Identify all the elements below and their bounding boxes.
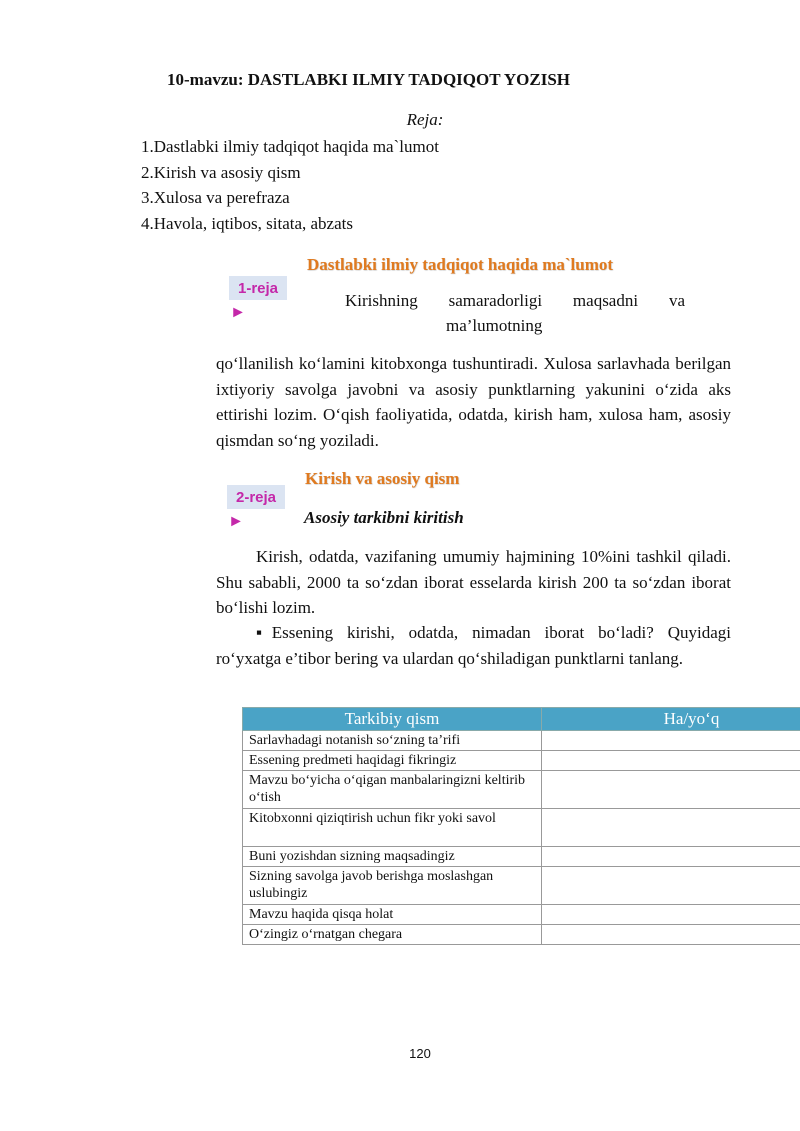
plan-heading: Reja: [406, 110, 444, 129]
table-header: Ha/yo‘q [542, 708, 800, 731]
plan-badge-1: 1-reja [229, 276, 287, 300]
answer-cell[interactable] [542, 751, 800, 771]
answer-cell[interactable] [542, 925, 800, 945]
answer-cell[interactable] [542, 867, 800, 905]
lead-word: maqsadni [572, 291, 639, 310]
table-row [243, 925, 800, 945]
table-cell: Sarlavhadagi notanish so‘zning ta’rifi [243, 731, 542, 751]
plan-list [141, 134, 439, 236]
table-row [243, 731, 800, 751]
section2-subheading: Asosiy tarkibni kiritish [304, 508, 464, 527]
table-cell: Mavzu bo‘yicha o‘qigan manbalaringizni keltirib o‘tish [243, 771, 542, 809]
lead-word: va [668, 291, 685, 310]
section2-heading: Kirish va asosiy qism [305, 469, 460, 488]
arrow-right-icon: ► [230, 304, 246, 321]
answer-cell[interactable] [542, 847, 800, 867]
table-row [243, 751, 800, 771]
table-header: Tarkibiy qism [243, 708, 542, 731]
table-cell: O‘zingiz o‘rnatgan chegara [243, 925, 542, 945]
answer-cell[interactable] [542, 771, 800, 809]
answer-cell[interactable] [542, 809, 800, 847]
section1-heading: Dastlabki ilmiy tadqiqot haqida ma`lumot [307, 255, 614, 274]
section1-paragraph: qo‘llanilish ko‘lamini kitobxonga tushuntiradi. Xulosa sarlavhada berilgan ixtiyoriy savolga javobni va asosiy punktlarning yakunini o‘zida aks ettirishi lozim. O‘qish faoliyatida, odatda, kirish ham, xulosa ham, asosiy qismdan so‘ng yoziladi. [216, 354, 731, 450]
plan-badge-2: 2-reja [227, 485, 285, 509]
table-cell: Sizning savolga javob berishga moslashgan uslubingiz [243, 867, 542, 905]
section1-lead-line2: ma’lumotning [446, 316, 543, 335]
table-row [243, 905, 800, 925]
table-row [243, 771, 800, 809]
checklist-table [242, 707, 800, 945]
plan-item: 3.Xulosa va perefraza [141, 188, 290, 207]
section2-paragraph1: Kirish, odatda, vazifaning umumiy hajmining 10%ini tashkil qiladi. Shu sababli, 2000 ta so‘zdan iborat esselarda kirish 200 ta so‘zdan iborat bo‘lishi lozim. [216, 547, 731, 617]
table-cell: Essening predmeti haqidagi fikringiz [243, 751, 542, 771]
section1-lead-line [345, 291, 685, 311]
page-number: 120 [409, 1046, 431, 1061]
page-title: 10-mavzu: DASTLABKI ILMIY TADQIQOT YOZISH [167, 70, 571, 89]
plan-item: 1.Dastlabki ilmiy tadqiqot haqida ma`lumot [141, 137, 439, 156]
answer-cell[interactable] [542, 731, 800, 751]
table-row [243, 809, 800, 847]
lead-word: Kirishning [345, 291, 418, 310]
lead-word: samaradorligi [448, 291, 543, 310]
bullet-icon: ▪ [256, 623, 272, 642]
table-row [243, 867, 800, 905]
table-cell: Buni yozishdan sizning maqsadingiz [243, 847, 542, 867]
table-cell: Kitobxonni qiziqtirish uchun fikr yoki savol [243, 809, 542, 847]
section2-paragraph2 [216, 620, 731, 671]
plan-item: 2.Kirish va asosiy qism [141, 162, 301, 182]
table-row [243, 847, 800, 867]
arrow-right-icon: ► [228, 513, 244, 530]
plan-item: 4.Havola, iqtibos, sitata, abzats [141, 213, 353, 233]
paragraph2-text: Essening kirishi, odatda, nimadan iborat bo‘ladi? Quyidagi ro‘yxatga e’tibor bering va ulardan qo‘shiladigan punktlarni tanlang. [216, 623, 731, 668]
table-cell: Mavzu haqida qisqa holat [243, 905, 542, 925]
answer-cell[interactable] [542, 905, 800, 925]
